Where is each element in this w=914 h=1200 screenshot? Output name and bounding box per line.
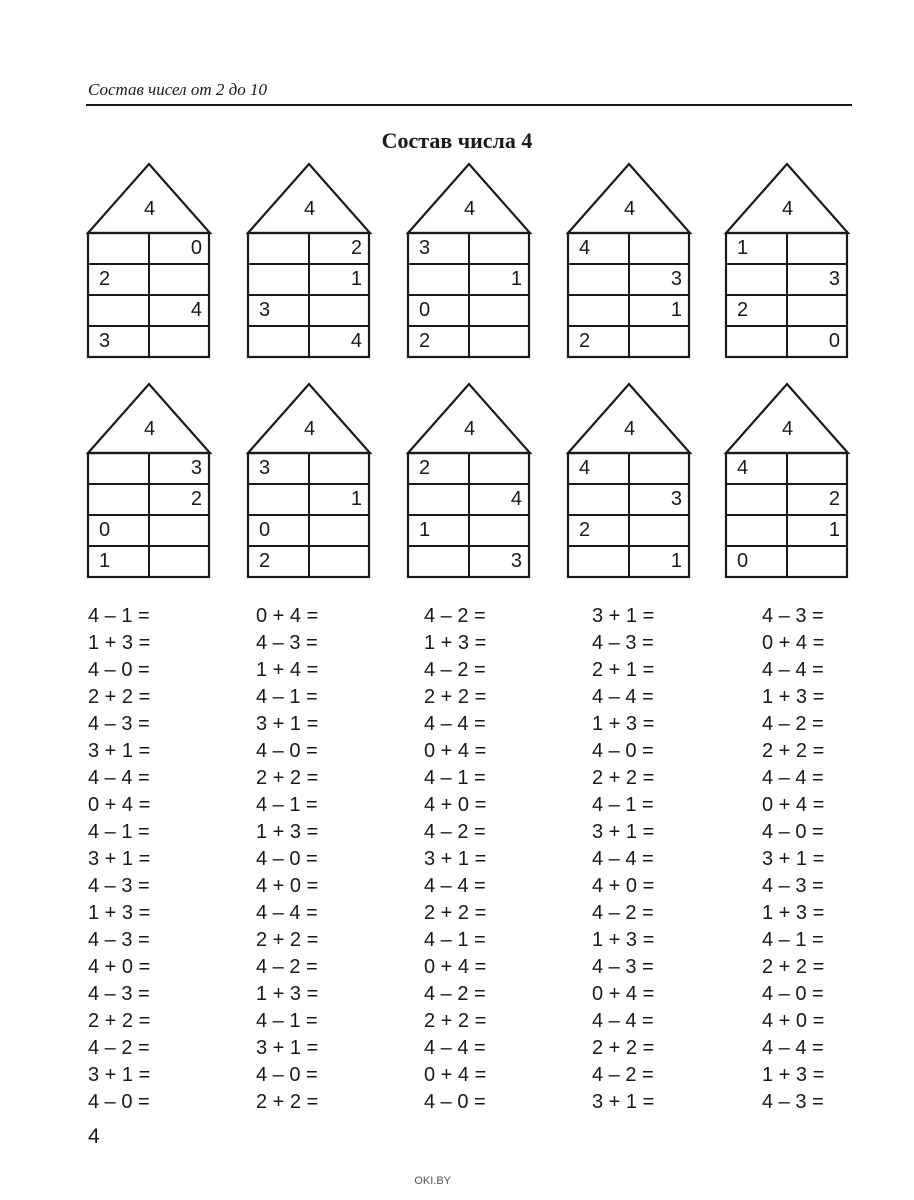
number-house: [247, 382, 372, 582]
equation: 4 + 0 =: [424, 794, 487, 816]
house-cell-left: 3: [419, 237, 431, 259]
equation: 2 + 2 =: [256, 929, 319, 951]
number-house: [247, 162, 372, 362]
house-cell-right: [149, 546, 202, 577]
house-cell-left: 2: [419, 330, 431, 352]
equation: 4 – 1 =: [88, 605, 150, 627]
equation: 4 – 4 =: [592, 686, 654, 708]
house-cell-left: 2: [419, 457, 431, 479]
equation: 4 – 0 =: [88, 659, 150, 681]
house-roof-number: 4: [463, 418, 476, 440]
house-cell-right: 2: [828, 488, 840, 510]
equation: 2 + 2 =: [424, 1010, 487, 1032]
number-house: [725, 382, 850, 582]
equation: 4 – 2 =: [424, 983, 486, 1005]
page-number: 4: [88, 1125, 100, 1148]
equation: 4 – 3 =: [762, 1091, 824, 1113]
house-cell-right: 1: [510, 268, 522, 290]
equation: 2 + 2 =: [592, 767, 655, 789]
equation: 1 + 3 =: [256, 821, 319, 843]
equation: 4 + 0 =: [256, 875, 319, 897]
house-cell-right: [469, 453, 522, 484]
house-cell-right: [787, 295, 840, 326]
equation: 3 + 1 =: [88, 848, 151, 870]
equation: 4 – 4 =: [592, 848, 654, 870]
equation: 4 – 4 =: [424, 1037, 486, 1059]
number-house: [567, 382, 692, 582]
equation-column: [88, 603, 150, 1116]
house-cell-right: [787, 233, 840, 264]
equation: 4 – 3 =: [88, 983, 150, 1005]
house-cell-left: 3: [259, 457, 271, 479]
house-cell-right: [469, 515, 522, 546]
equation: 4 – 0 =: [762, 983, 824, 1005]
equation: 2 + 2 =: [256, 767, 319, 789]
house-roof-number: 4: [623, 198, 636, 220]
equation: 4 – 4 =: [762, 659, 824, 681]
equation: 4 – 1 =: [88, 821, 150, 843]
equation: 1 + 3 =: [762, 686, 825, 708]
equation: 4 – 3 =: [256, 632, 318, 654]
house-cell-right: [149, 326, 202, 357]
equation: 4 – 0 =: [256, 1064, 318, 1086]
house-cell-left: 2: [579, 330, 591, 352]
house-cell-left: 2: [579, 519, 591, 541]
equation: 3 + 1 =: [88, 1064, 151, 1086]
house-cell-left: 0: [99, 519, 111, 541]
house-cell-right: 4: [510, 488, 522, 510]
equation: 3 + 1 =: [762, 848, 825, 870]
house-cell-left: 1: [419, 519, 431, 541]
equation: 4 + 0 =: [592, 875, 655, 897]
equation: 0 + 4 =: [424, 1064, 487, 1086]
house-roof-number: 4: [781, 418, 794, 440]
equation: 4 – 4 =: [762, 767, 824, 789]
equation: 4 – 2 =: [762, 713, 824, 735]
house-cell-right: [149, 264, 202, 295]
house-cell-left: 0: [737, 550, 749, 572]
house-cell-right: 1: [670, 550, 682, 572]
house-cell-left: 0: [419, 299, 431, 321]
house-roof-number: 4: [143, 198, 156, 220]
house-cell-right: 3: [670, 268, 682, 290]
equation: 0 + 4 =: [592, 983, 655, 1005]
equation: 4 – 0 =: [256, 740, 318, 762]
house-cell-right: 3: [828, 268, 840, 290]
equation: 4 – 1 =: [256, 794, 318, 816]
house-cell-left: 0: [259, 519, 271, 541]
equation: 2 + 1 =: [592, 659, 655, 681]
equation: 4 – 3 =: [592, 956, 654, 978]
equation: 3 + 1 =: [592, 1091, 655, 1113]
house-cell-right: [629, 515, 682, 546]
equation: 4 – 3 =: [88, 713, 150, 735]
house-cell-right: 4: [190, 299, 202, 321]
number-house: [407, 162, 532, 362]
equation: 4 – 3 =: [762, 605, 824, 627]
house-cell-right: 1: [670, 299, 682, 321]
equation: 0 + 4 =: [88, 794, 151, 816]
house-roof-number: 4: [781, 198, 794, 220]
equation: 4 – 4 =: [88, 767, 150, 789]
equation-column: [256, 603, 318, 1116]
house-cell-right: [787, 453, 840, 484]
house-cell-right: 1: [350, 488, 362, 510]
equation-column: [762, 603, 824, 1116]
house-roof-number: 4: [143, 418, 156, 440]
equation: 0 + 4 =: [762, 632, 825, 654]
equation: 1 + 3 =: [424, 632, 487, 654]
equation: 4 – 1 =: [762, 929, 824, 951]
equation-column: [424, 603, 486, 1116]
number-house: [567, 162, 692, 362]
house-cell-right: [309, 515, 362, 546]
number-house: [407, 382, 532, 582]
equation: 4 – 3 =: [762, 875, 824, 897]
equation: 4 – 2 =: [424, 605, 486, 627]
watermark: OKI.BY: [414, 1175, 451, 1187]
house-cell-right: 3: [510, 550, 522, 572]
equation: 4 – 4 =: [256, 902, 318, 924]
equation: 4 – 3 =: [88, 929, 150, 951]
equation: 1 + 3 =: [592, 713, 655, 735]
running-header: Состав чисел от 2 до 10: [88, 80, 267, 99]
house-cell-right: [469, 233, 522, 264]
number-house: [87, 382, 212, 582]
page-title: Состав числа 4: [381, 128, 533, 153]
equation: 2 + 2 =: [256, 1091, 319, 1113]
equation: 1 + 3 =: [88, 902, 151, 924]
house-cell-left: 2: [737, 299, 749, 321]
equation: 4 – 2 =: [424, 659, 486, 681]
equation: 0 + 4 =: [256, 605, 319, 627]
equation: 4 – 2 =: [256, 956, 318, 978]
house-cell-left: 4: [579, 457, 591, 479]
house-cell-right: 0: [190, 237, 202, 259]
house-cell-right: 3: [670, 488, 682, 510]
equation: 4 – 1 =: [256, 1010, 318, 1032]
equation: 3 + 1 =: [88, 740, 151, 762]
equation: 1 + 4 =: [256, 659, 319, 681]
equation: 0 + 4 =: [762, 794, 825, 816]
equation: 4 – 1 =: [256, 686, 318, 708]
equation: 2 + 2 =: [762, 740, 825, 762]
equation: 3 + 1 =: [592, 821, 655, 843]
equation: 4 – 0 =: [88, 1091, 150, 1113]
equation: 4 + 0 =: [88, 956, 151, 978]
house-cell-left: 3: [99, 330, 111, 352]
equation: 4 + 0 =: [762, 1010, 825, 1032]
equation: 4 – 1 =: [424, 929, 486, 951]
equation: 4 – 3 =: [88, 875, 150, 897]
equation: 0 + 4 =: [424, 956, 487, 978]
equation: 3 + 1 =: [256, 713, 319, 735]
equation: 2 + 2 =: [88, 686, 151, 708]
equation: 1 + 3 =: [256, 983, 319, 1005]
equation: 2 + 2 =: [762, 956, 825, 978]
house-cell-right: 1: [350, 268, 362, 290]
equation: 4 – 4 =: [592, 1010, 654, 1032]
equation: 3 + 1 =: [256, 1037, 319, 1059]
equation: 2 + 2 =: [592, 1037, 655, 1059]
equation: 2 + 2 =: [88, 1010, 151, 1032]
house-cell-left: 2: [259, 550, 271, 572]
house-cell-right: 4: [350, 330, 362, 352]
house-cell-left: 4: [737, 457, 749, 479]
equation: 4 – 1 =: [592, 794, 654, 816]
house-cell-left: 4: [579, 237, 591, 259]
house-cell-left: 3: [259, 299, 271, 321]
house-cell-left: 1: [99, 550, 111, 572]
house-cell-right: [309, 453, 362, 484]
equation: 1 + 3 =: [762, 1064, 825, 1086]
equation: 4 – 2 =: [592, 1064, 654, 1086]
house-cell-right: [309, 295, 362, 326]
house-roof-number: 4: [623, 418, 636, 440]
house-cell-right: 3: [190, 457, 202, 479]
house-cell-right: [149, 515, 202, 546]
equation: 4 – 0 =: [762, 821, 824, 843]
equation: 4 – 4 =: [424, 713, 486, 735]
equation-column: [592, 603, 654, 1116]
house-cell-right: [629, 453, 682, 484]
equation: 4 – 1 =: [424, 767, 486, 789]
equation: 0 + 4 =: [424, 740, 487, 762]
house-cell-left: 1: [737, 237, 749, 259]
equation: 4 – 0 =: [424, 1091, 486, 1113]
house-cell-right: [629, 326, 682, 357]
house-cell-right: 2: [350, 237, 362, 259]
house-cell-right: 1: [828, 519, 840, 541]
number-house: [725, 162, 850, 362]
house-cell-right: 2: [190, 488, 202, 510]
equation: 4 – 2 =: [88, 1037, 150, 1059]
house-cell-right: [787, 546, 840, 577]
equation: 3 + 1 =: [424, 848, 487, 870]
house-roof-number: 4: [303, 418, 316, 440]
equation: 4 – 0 =: [256, 848, 318, 870]
house-cell-right: 0: [828, 330, 840, 352]
equation: 4 – 2 =: [592, 902, 654, 924]
house-cell-right: [469, 295, 522, 326]
house-roof-number: 4: [303, 198, 316, 220]
equation: 1 + 3 =: [592, 929, 655, 951]
equation: 4 – 4 =: [424, 875, 486, 897]
header-rule: [86, 104, 852, 106]
house-cell-right: [469, 326, 522, 357]
equation: 3 + 1 =: [592, 605, 655, 627]
equation: 2 + 2 =: [424, 902, 487, 924]
equation: 1 + 3 =: [88, 632, 151, 654]
equation: 4 – 3 =: [592, 632, 654, 654]
equation: 4 – 4 =: [762, 1037, 824, 1059]
number-house: [87, 162, 212, 362]
house-cell-right: [629, 233, 682, 264]
equation: 4 – 0 =: [592, 740, 654, 762]
equation: 2 + 2 =: [424, 686, 487, 708]
equation: 4 – 2 =: [424, 821, 486, 843]
house-cell-right: [309, 546, 362, 577]
house-roof-number: 4: [463, 198, 476, 220]
equation: 1 + 3 =: [762, 902, 825, 924]
house-cell-left: 2: [99, 268, 111, 290]
